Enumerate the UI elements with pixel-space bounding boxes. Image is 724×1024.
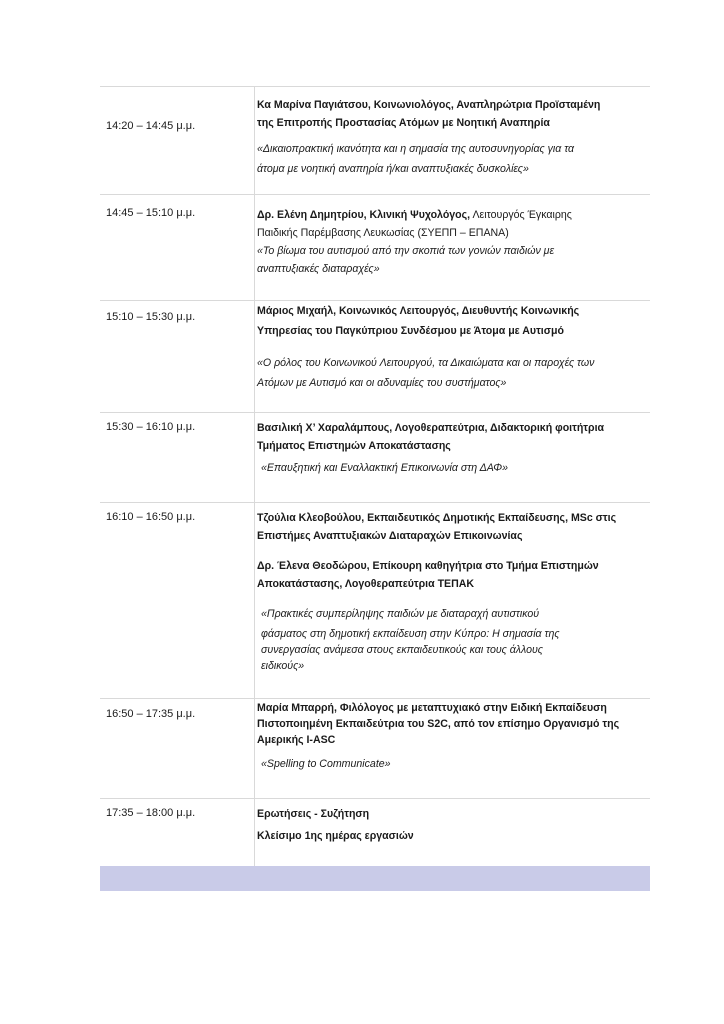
speaker-line: Πιστοποιημένη Εκπαιδεύτρια του S2C, από τον επίσημο Οργανισμό της	[257, 718, 620, 730]
talk-title: «Δικαιοπρακτική ικανότητα και η σημασία της αυτοσυνηγορίας για τα	[257, 143, 575, 155]
program-row	[100, 699, 650, 799]
time-label: 14:20 – 14:45 μ.μ.	[106, 120, 196, 132]
time-slot	[100, 699, 255, 798]
speaker-line: Κα Μαρίνα Παγιάτσου, Κοινωνιολόγος, Αναπληρώτρια Προϊσταμένη	[257, 99, 601, 111]
session-content	[255, 195, 650, 300]
speaker-line: Τζούλια Κλεοβούλου, Εκπαιδευτικός Δημοτικής Εκπαίδευσης, MSc στις	[257, 512, 617, 524]
speaker-name: Δρ. Ελένη Δημητρίου, Κλινική Ψυχολόγος,	[257, 209, 471, 221]
program-row	[100, 195, 650, 301]
speaker-line: Τμήματος Επιστημών Αποκατάστασης	[257, 440, 451, 452]
speaker-line	[257, 207, 648, 223]
session-content	[255, 413, 650, 502]
time-slot	[100, 301, 255, 412]
talk-title: Ατόμων με Αυτισμό και οι αδυναμίες του συστήματος»	[257, 377, 507, 389]
time-slot	[100, 799, 255, 872]
talk-title: «Spelling to Communicate»	[261, 758, 391, 770]
speaker-line: Παιδικής Παρέμβασης Λευκωσίας (ΣΥΕΠΠ – ΕΠΑΝΑ)	[257, 227, 509, 239]
session-content	[255, 799, 650, 872]
talk-title: «Επαυξητική και Εναλλακτική Επικοινωνία στη ΔΑΦ»	[261, 462, 508, 474]
program-row	[100, 413, 650, 503]
speaker-line: Βασιλική Χ’ Χαραλάμπους, Λογοθεραπεύτρια, Διδακτορική φοιτήτρια	[257, 422, 605, 434]
talk-title: άτομα με νοητική αναπηρία ή/και αναπτυξιακές δυσκολίες»	[257, 163, 529, 175]
program-table	[100, 86, 650, 872]
talk-title: ειδικούς»	[261, 660, 305, 672]
program-row	[100, 86, 650, 195]
speaker-role: Λειτουργός Έγκαιρης	[470, 209, 572, 221]
time-label: 15:30 – 16:10 μ.μ.	[106, 421, 196, 433]
speaker-line: Αμερικής I-ASC	[257, 734, 336, 746]
speaker-line: Αποκατάστασης, Λογοθεραπεύτρια ΤΕΠΑΚ	[257, 578, 475, 590]
speaker-line: Επιστήμες Αναπτυξιακών Διαταραχών Επικοινωνίας	[257, 530, 523, 542]
agenda-line: Κλείσιμο 1ης ημέρας εργασιών	[257, 830, 414, 842]
time-slot	[100, 503, 255, 698]
talk-title: φάσματος στη δημοτική εκπαίδευση στην Κύπρο: Η σημασία της	[261, 628, 560, 640]
time-label: 17:35 – 18:00 μ.μ.	[106, 807, 196, 819]
program-row	[100, 503, 650, 699]
time-slot	[100, 413, 255, 502]
table-footer-band	[100, 866, 650, 891]
talk-title: «Ο ρόλος του Κοινωνικού Λειτουργού, τα Δικαιώματα και οι παροχές των	[257, 357, 595, 369]
speaker-line: της Επιτροπής Προστασίας Ατόμων με Νοητική Αναπηρία	[257, 117, 550, 129]
session-content	[255, 87, 650, 194]
time-label: 14:45 – 15:10 μ.μ.	[106, 207, 196, 219]
speaker-line: Δρ. Έλενα Θεοδώρου, Επίκουρη καθηγήτρια στο Τμήμα Επιστημών	[257, 560, 599, 572]
time-label: 16:50 – 17:35 μ.μ.	[106, 708, 196, 720]
program-row	[100, 301, 650, 413]
time-label: 16:10 – 16:50 μ.μ.	[106, 511, 196, 523]
session-content	[255, 301, 650, 412]
speaker-line: Υπηρεσίας του Παγκύπριου Συνδέσμου με Άτομα με Αυτισμό	[257, 325, 564, 337]
session-content	[255, 503, 650, 698]
talk-title: αναπτυξιακές διαταραχές»	[257, 263, 380, 275]
agenda-line: Ερωτήσεις - Συζήτηση	[257, 808, 370, 820]
session-content	[255, 699, 650, 798]
talk-title: «Το βίωμα του αυτισμού από την σκοπιά των γονιών παιδιών με	[257, 245, 555, 257]
time-slot	[100, 195, 255, 300]
speaker-line: Μαρία Μπαρρή, Φιλόλογος με μεταπτυχιακό στην Ειδική Εκπαίδευση	[257, 702, 607, 714]
time-slot	[100, 87, 255, 194]
talk-title: «Πρακτικές συμπερίληψης παιδιών με διαταραχή αυτιστικού	[261, 608, 540, 620]
time-label: 15:10 – 15:30 μ.μ.	[106, 311, 196, 323]
program-row	[100, 799, 650, 872]
talk-title: συνεργασίας ανάμεσα στους εκπαιδευτικούς και τους άλλους	[261, 644, 543, 656]
speaker-line: Μάριος Μιχαήλ, Κοινωνικός Λειτουργός, Διευθυντής Κοινωνικής	[257, 305, 580, 317]
